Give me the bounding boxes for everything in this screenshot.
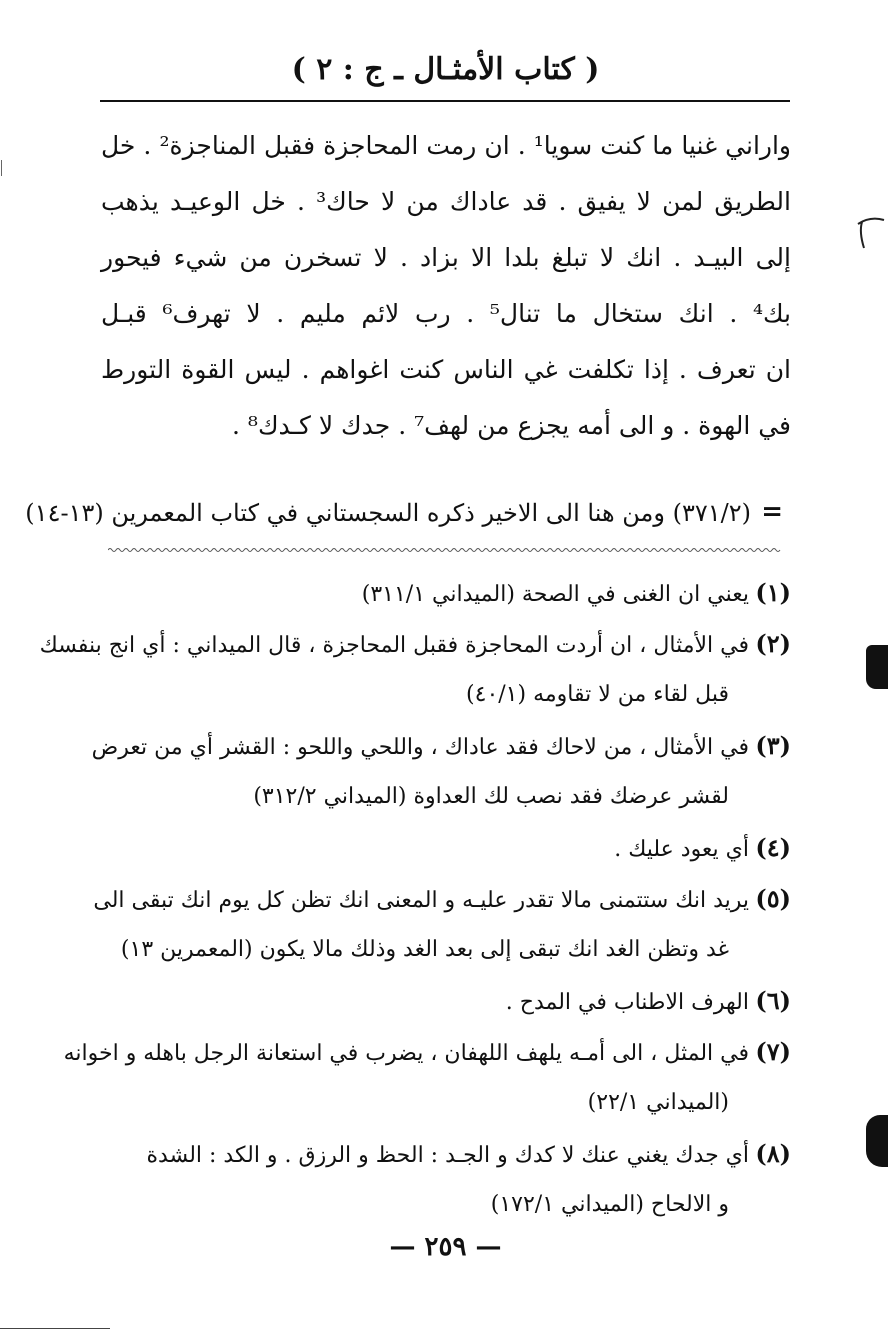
- footnote-number: (٤): [755, 833, 791, 862]
- footnote-number: (٥): [755, 884, 791, 913]
- footnote: [101, 567, 791, 618]
- footnote-text: أي جدك يغني عنك لا كدك و الجـد : الحظ و الرزق . و الكد : الشدة: [146, 1143, 749, 1168]
- footnote-number: (١): [755, 578, 791, 607]
- footnote-text: يريد انك ستتمنى مالا تقدر عليـه و المعنى انك تظن كل يوم انك تبقى الى: [93, 888, 749, 913]
- footnote-text: في المثل ، الى أمـه يلهف اللهفان ، يضرب في استعانة الرجل باهله و اخوانه: [63, 1041, 749, 1066]
- footnote-text: يعني ان الغنى في الصحة (الميداني ٣١١/١): [361, 582, 749, 607]
- page-number: — ٢٥٩ —: [389, 1232, 502, 1262]
- footnote: [101, 822, 791, 873]
- running-header-title: ( كتاب الأمثـال ـ ج : ٢ ): [291, 52, 600, 87]
- footnote-text: غد وتظن الغد انك تبقى إلى بعد الغد وذلك مالا يكون (المعمرين ١٣): [120, 937, 729, 962]
- footnote: [101, 975, 791, 1026]
- footnote-text: لقشر عرضك فقد نصب لك العداوة (الميداني ٣١٢/٢): [253, 784, 729, 809]
- footnote-number: (٨): [755, 1139, 791, 1168]
- footnote-text: في الأمثال ، ان أردت المحاجزة فقبل المحاجزة ، قال الميداني : أي انج بنفسك: [39, 633, 749, 658]
- body-line: الطريق لمن لا يفيق . قد عاداك من لا حاك³ . خل الوعيـد يذهب: [101, 187, 791, 216]
- footnote: [101, 1128, 791, 1230]
- header-rule: [100, 100, 790, 102]
- footnote-text: (الميداني ٢٢/١): [587, 1090, 729, 1115]
- scan-edge-mark: [866, 1115, 888, 1167]
- body-line: بك⁴ . انك ستخال ما تنال⁵ . رب لائم مليم . لا تهرف⁶ قبـل: [101, 299, 792, 328]
- footnote-text: قبل لقاء من لا تقاومه (٤٠/١): [466, 682, 729, 707]
- body-line: في الهوة . و الى أمه يجزع من لهف⁷ . جدك لا كـدك⁸ .: [232, 411, 791, 440]
- body-line: إلى البيـد . انك لا تبلغ بلدا الا بزاد . لا تسخرن من شيء فيحور: [101, 243, 791, 272]
- footnote-text: و الالحاح (الميداني ١٧٢/١): [490, 1192, 729, 1217]
- footnote-text: في الأمثال ، من لاحاك فقد عاداك ، واللحي واللحو : القشر أي من تعرض: [91, 735, 749, 760]
- footnote-number: (٧): [755, 1037, 791, 1066]
- body-line: ان تعرف . إذا تكلفت غي الناس كنت اغواهم . ليس القوة التورط: [101, 355, 791, 384]
- footnote: [91, 720, 791, 822]
- body-line: واراني غنيا ما كنت سويا¹ . ان رمت المحاجزة فقبل المناجزة² . خل: [101, 131, 791, 160]
- footnote-number: (٣): [755, 731, 791, 760]
- scan-edge-mark: [1, 160, 2, 176]
- scan-edge-mark: [856, 212, 886, 252]
- footnote: [63, 1026, 791, 1128]
- footnote: [39, 618, 791, 720]
- scan-edge-mark: [866, 645, 888, 689]
- proverbs-text: [101, 118, 791, 454]
- source-note: (٣٧١/٢) ومن هنا الى الاخير ذكره السجستاني في كتاب المعمرين (١٣-١٤): [25, 499, 751, 527]
- footnote: [93, 873, 791, 975]
- scan-edge-mark: [0, 1328, 110, 1329]
- footnote-divider: [108, 547, 782, 553]
- footnote-text: الهرف الاطناب في المدح .: [505, 990, 749, 1015]
- separator-sign: =: [761, 497, 783, 527]
- footnotes: [39, 567, 791, 1230]
- footnote-text: أي يعود عليك .: [614, 837, 749, 862]
- footnote-number: (٢): [755, 629, 791, 658]
- footnote-number: (٦): [755, 986, 791, 1015]
